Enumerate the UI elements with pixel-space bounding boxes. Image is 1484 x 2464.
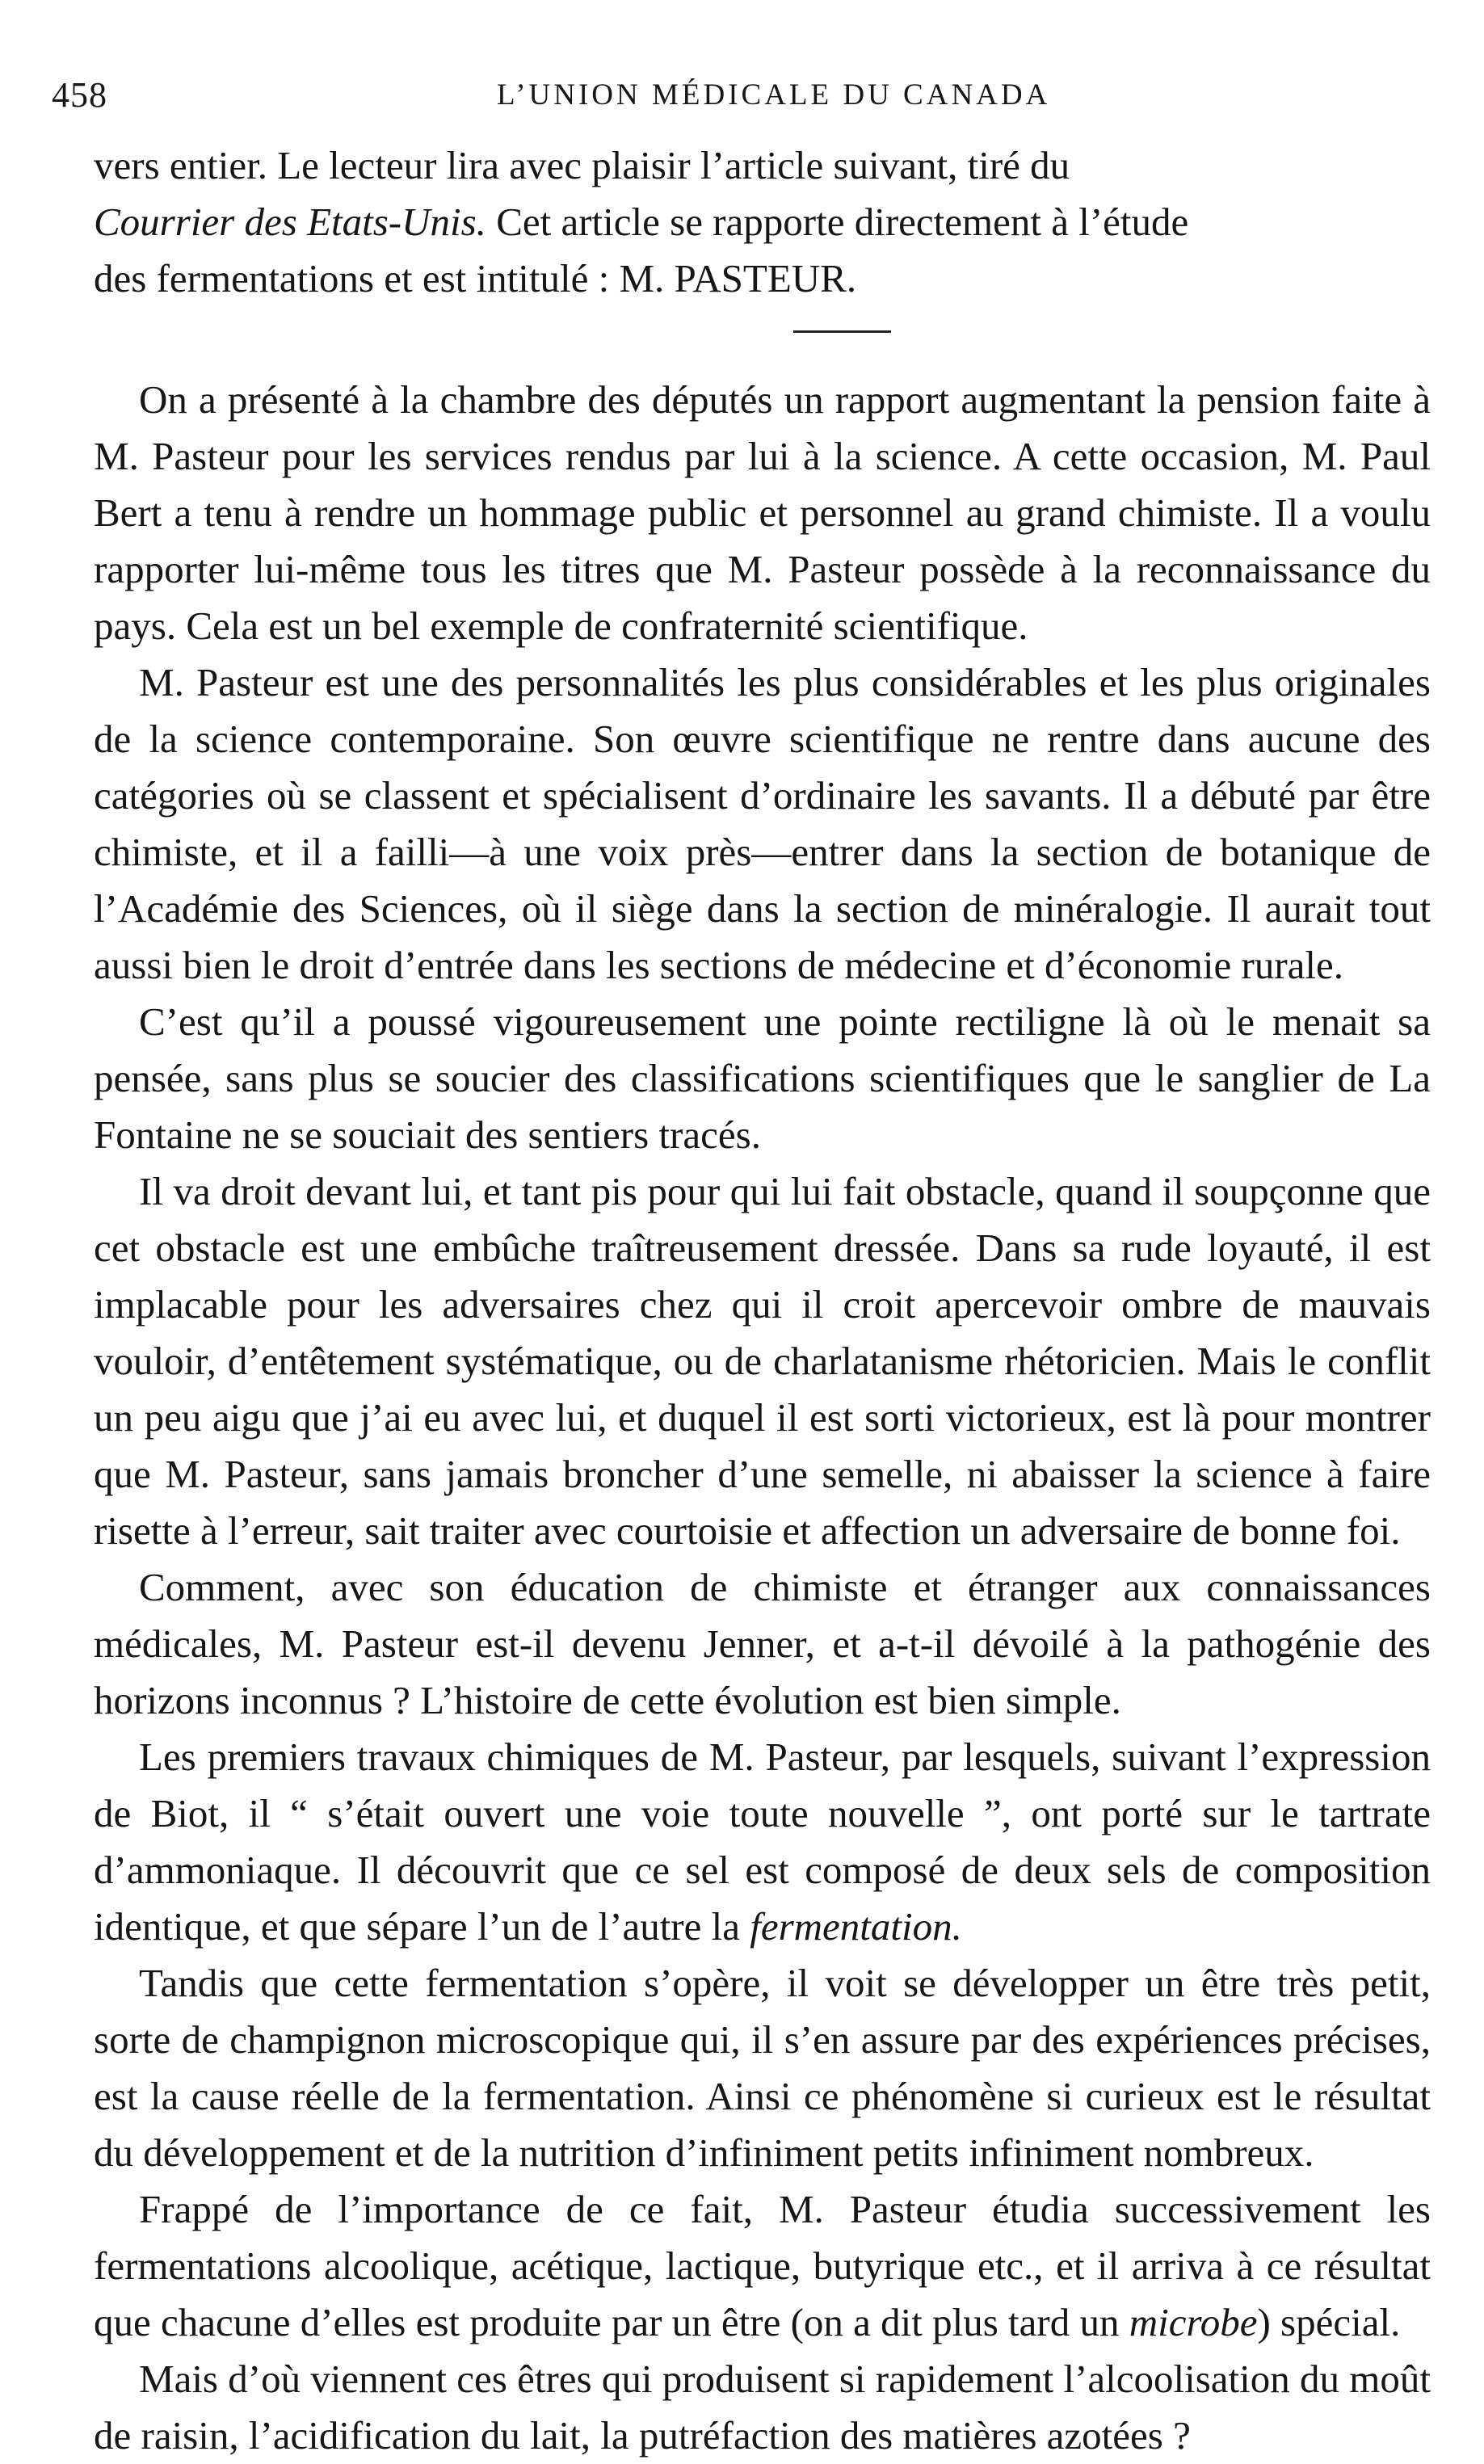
intro-line-2 bbox=[94, 194, 1431, 250]
paragraph-8 bbox=[94, 2181, 1431, 2351]
paragraph-6-italic: fermentation. bbox=[750, 1904, 962, 1949]
paragraph-6 bbox=[94, 1729, 1431, 1955]
intro-line-1: vers entier. Le lecteur lira avec plaisir l’article suivant, tiré du bbox=[94, 143, 1070, 187]
spacer bbox=[94, 333, 1431, 372]
intro-line-2-rest: Cet article se rapporte directement à l’étude bbox=[486, 200, 1189, 244]
page-number: 458 bbox=[52, 75, 107, 115]
intro-line-3: des fermentations et est intitulé : M. PASTEUR. bbox=[94, 256, 857, 301]
paragraph-6-text: Les premiers travaux chimiques de M. Pasteur, par lesquels, suivant l’expression de Biot, il “ s’était ouvert une voie toute nouvelle ”, ont porté sur le tartrate d’ammoniaque. Il découvrit que ce sel est composé de deux sels de composition identique, et que sépare l’un de l’autre la bbox=[94, 1734, 1431, 1949]
running-title: L’UNION MÉDICALE DU CANADA bbox=[497, 78, 1051, 111]
article-body bbox=[94, 137, 1431, 2464]
journal-title: Courrier des Etats-Unis. bbox=[94, 200, 486, 244]
paragraph-9: Mais d’où viennent ces êtres qui produisent si rapidement l’alcoolisation du moût de raisin, l’acidification du lait, la putréfaction des matières azotées ? bbox=[94, 2357, 1431, 2458]
paragraph-8-end: ) spécial. bbox=[1257, 2300, 1401, 2344]
page-header bbox=[0, 0, 1484, 129]
paragraph-7: Tandis que cette fermentation s’opère, il voit se développer un être très petit, sorte de champignon microscopique qui, il s’en assure par des expériences précises, est la cause réelle de la fermentation. Ainsi ce phénomène si curieux est le résultat du développement et de la nutrition d’infiniment petits infiniment nombreux. bbox=[94, 1961, 1431, 2175]
paragraph-1: On a présenté à la chambre des députés un rapport augmentant la pension faite à M. Pasteur pour les services rendus par lui à la science. A cette occasion, M. Paul Bert a tenu à rendre un hommage public et personnel au grand chimiste. Il a voulu rapporter lui-même tous les titres que M. Pasteur possède à la reconnaissance du pays. Cela est un bel exemple de confraternité scientifique. bbox=[94, 377, 1431, 648]
paragraph-3: C’est qu’il a poussé vigoureusement une pointe rectiligne là où le menait sa pensée, sans plus se soucier des classifications scientifiques que le sanglier de La Fontaine ne se souciait des sentiers tracés. bbox=[94, 999, 1431, 1157]
intro-block bbox=[94, 137, 1431, 307]
paragraph-2: M. Pasteur est une des personnalités les plus considérables et les plus originales de la science contemporaine. Son œuvre scientifique ne rentre dans aucune des catégories où se classent et spécialisent d’ordinaire les savants. Il a débuté par être chimiste, et il a failli—à une voix près—entrer dans la section de botanique de l’Académie des Sciences, où il siège dans la section de minéralogie. Il aurait tout aussi bien le droit d’entrée dans les sections de médecine et d’économie rurale. bbox=[94, 660, 1431, 987]
paragraph-8-text: Frappé de l’importance de ce fait, M. Pasteur étudia successivement les fermentations alcoolique, acétique, lactique, butyrique etc., et il arriva à ce résultat que chacune d’elles est produite par un être (on a dit plus tard un bbox=[94, 2187, 1431, 2344]
paragraph-8-italic: microbe bbox=[1129, 2300, 1258, 2344]
paragraph-5: Comment, avec son éducation de chimiste et étranger aux connaissances médicales, M. Pasteur est-il devenu Jenner, et a-t-il dévoilé à la pathogénie des horizons inconnus ? L’histoire de cette évolution est bien simple. bbox=[94, 1565, 1431, 1722]
paragraph-4: Il va droit devant lui, et tant pis pour qui lui fait obstacle, quand il soupçonne que cet obstacle est une embûche traîtreusement dressée. Dans sa rude loyauté, il est implacable pour les adversaires chez qui il croit apercevoir ombre de mauvais vouloir, d’entêtement systématique, ou de charlatanisme rhétoricien. Mais le conflit un peu aigu que j’ai eu avec lui, et duquel il est sorti victorieux, est là pour montrer que M. Pasteur, sans jamais broncher d’une semelle, ni abaisser la science à faire risette à l’erreur, sait traiter avec courtoisie et affection un adversaire de bonne foi. bbox=[94, 1169, 1431, 1553]
